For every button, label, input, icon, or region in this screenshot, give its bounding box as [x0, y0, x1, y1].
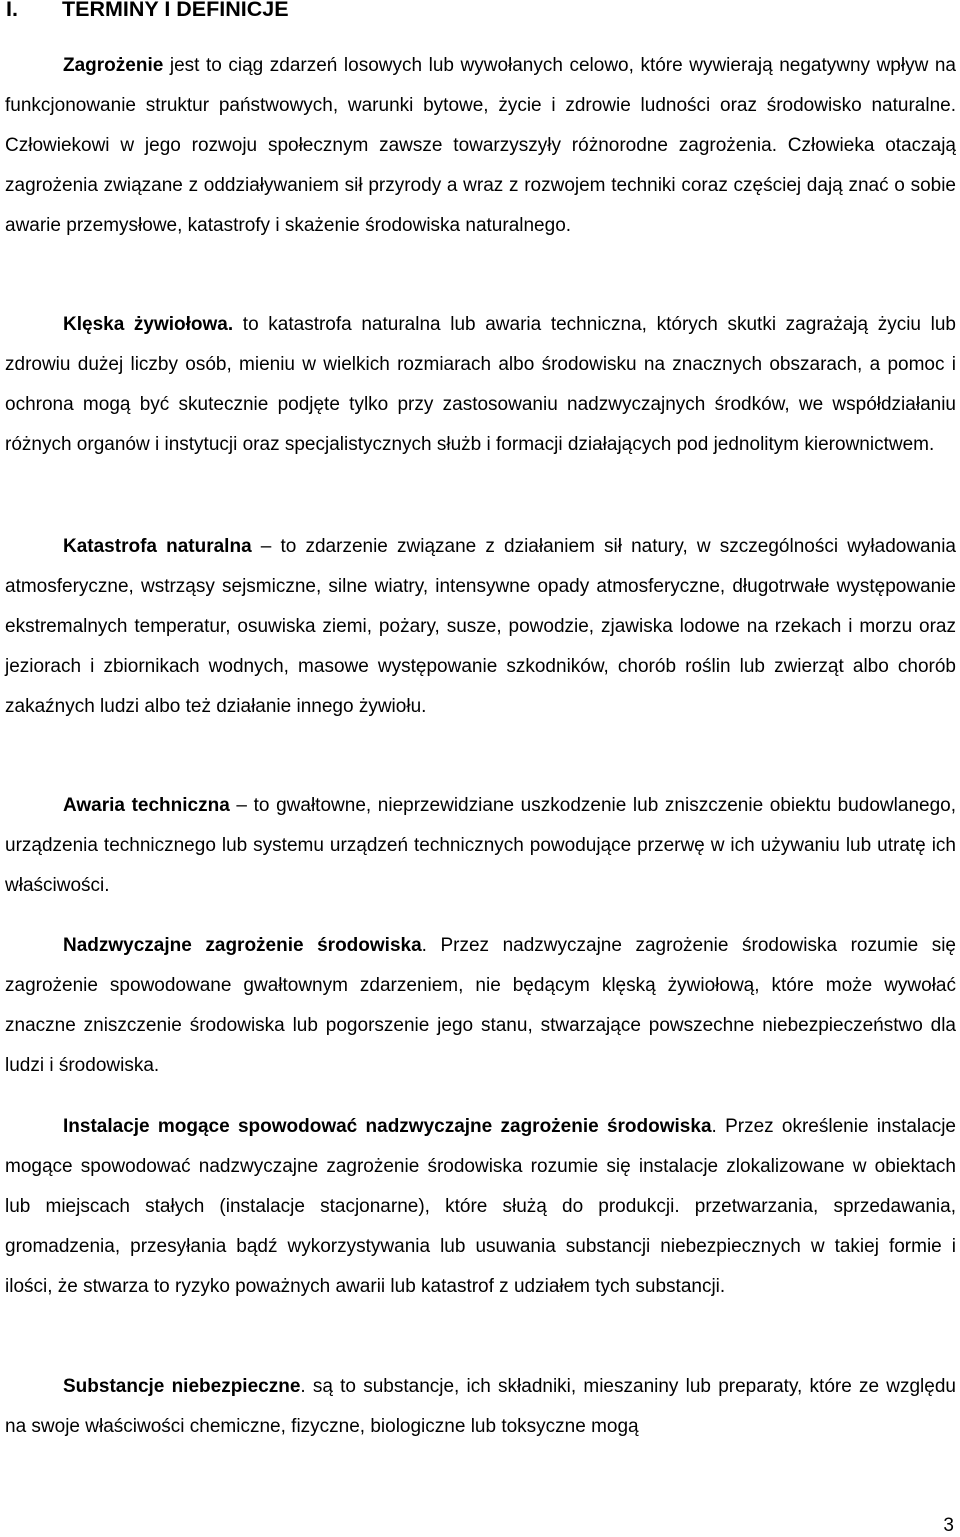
paragraph-zagrozenie [5, 46, 956, 246]
section-number: I. [6, 0, 18, 21]
page-number: 3 [943, 1515, 954, 1536]
paragraph-nadzwyczajne-zagrozenie [5, 926, 956, 1086]
definition-kleska-zywiolowa: to katastrofa naturalna lub awaria techniczna, których skutki zagrażają życiu lub zdrowiu dużej liczby osób, mieniu w wielkich rozmiarach albo środowisku na znacznych obszarach, a pomoc i ochrona mogą być skutecznie podjęte tylko przy zastosowaniu nadzwyczajnych środków, we współdziałaniu różnych organów i instytucji oraz specjalistycznych służb i formacji działających pod jednolitym kierownictwem. [5, 314, 956, 455]
definition-zagrozenie: jest to ciąg zdarzeń losowych lub wywołanych celowo, które wywierają negatywny wpływ na funkcjonowanie struktur państwowych, warunki bytowe, życie i zdrowie ludności oraz środowisko naturalne. Człowiekowi w jego rozwoju społecznym zawsze towarzyszyły różnorodne zagrożenia. Człowieka otaczają zagrożenia związane z oddziaływaniem sił przyrody a wraz z rozwojem techniki coraz częściej dają znać o sobie awarie przemysłowe, katastrofy i skażenie środowiska naturalnego. [5, 55, 956, 236]
term-kleska-zywiolowa: Klęska żywiołowa. [63, 314, 234, 335]
paragraph-substancje-niebezpieczne [5, 1367, 956, 1447]
definition-nadzwyczajne-zagrozenie: . Przez nadzwyczajne zagrożenie środowiska rozumie się zagrożenie spowodowane gwałtownym zdarzeniem, nie będącym klęską żywiołową, które może wywołać znaczne zniszczenie środowiska lub pogorszenie jego stanu, stwarzające powszechne niebezpieczeństwo dla ludzi i środowiska. [5, 935, 956, 1076]
section-title: TERMINY I DEFINICJE [62, 0, 289, 21]
term-nadzwyczajne-zagrozenie: Nadzwyczajne zagrożenie środowiska [63, 935, 422, 956]
paragraph-instalacje [5, 1107, 956, 1307]
term-zagrozenie: Zagrożenie [63, 55, 164, 76]
definition-awaria-techniczna: – to gwałtowne, nieprzewidziane uszkodzenie lub zniszczenie obiektu budowlanego, urządzenia technicznego lub systemu urządzeń technicznych powodujące przerwę w ich używaniu lub utratę ich właściwości. [5, 795, 956, 896]
paragraph-awaria-techniczna [5, 786, 956, 906]
term-katastrofa-naturalna: Katastrofa naturalna [63, 536, 252, 557]
term-instalacje: Instalacje mogące spowodować nadzwyczajne zagrożenie środowiska [63, 1116, 712, 1137]
term-substancje-niebezpieczne: Substancje niebezpieczne [63, 1376, 301, 1397]
section-heading [6, 0, 289, 24]
definition-instalacje: . Przez określenie instalacje mogące spowodować nadzwyczajne zagrożenie środowiska rozumie się instalacje zlokalizowane w obiektach lub miejscach stałych (instalacje stacjonarne), które służą do produkcji. przetwarzania, sprzedawania, gromadzenia, przesyłania bądź wykorzystywania lub usuwania substancji niebezpiecznych w takiej formie i ilości, że stwarza to ryzyko poważnych awarii lub katastrof z udziałem tych substancji. [5, 1116, 956, 1297]
paragraph-kleska-zywiolowa [5, 305, 956, 465]
paragraph-katastrofa-naturalna [5, 527, 956, 727]
definition-katastrofa-naturalna: – to zdarzenie związane z działaniem sił natury, w szczególności wyładowania atmosferyczne, wstrząsy sejsmiczne, silne wiatry, intensywne opady atmosferyczne, długotrwałe występowanie ekstremalnych temperatur, osuwiska ziemi, pożary, susze, powodzie, zjawiska lodowe na rzekach i morzu oraz jeziorach i zbiornikach wodnych, masowe występowanie szkodników, chorób roślin lub zwierząt albo chorób zakaźnych ludzi albo też działanie innego żywiołu. [5, 536, 956, 717]
definition-substancje-niebezpieczne: . są to substancje, ich składniki, mieszaniny lub preparaty, które ze względu na swoje właściwości chemiczne, fizyczne, biologiczne lub toksyczne mogą [5, 1376, 956, 1437]
term-awaria-techniczna: Awaria techniczna [63, 795, 230, 816]
